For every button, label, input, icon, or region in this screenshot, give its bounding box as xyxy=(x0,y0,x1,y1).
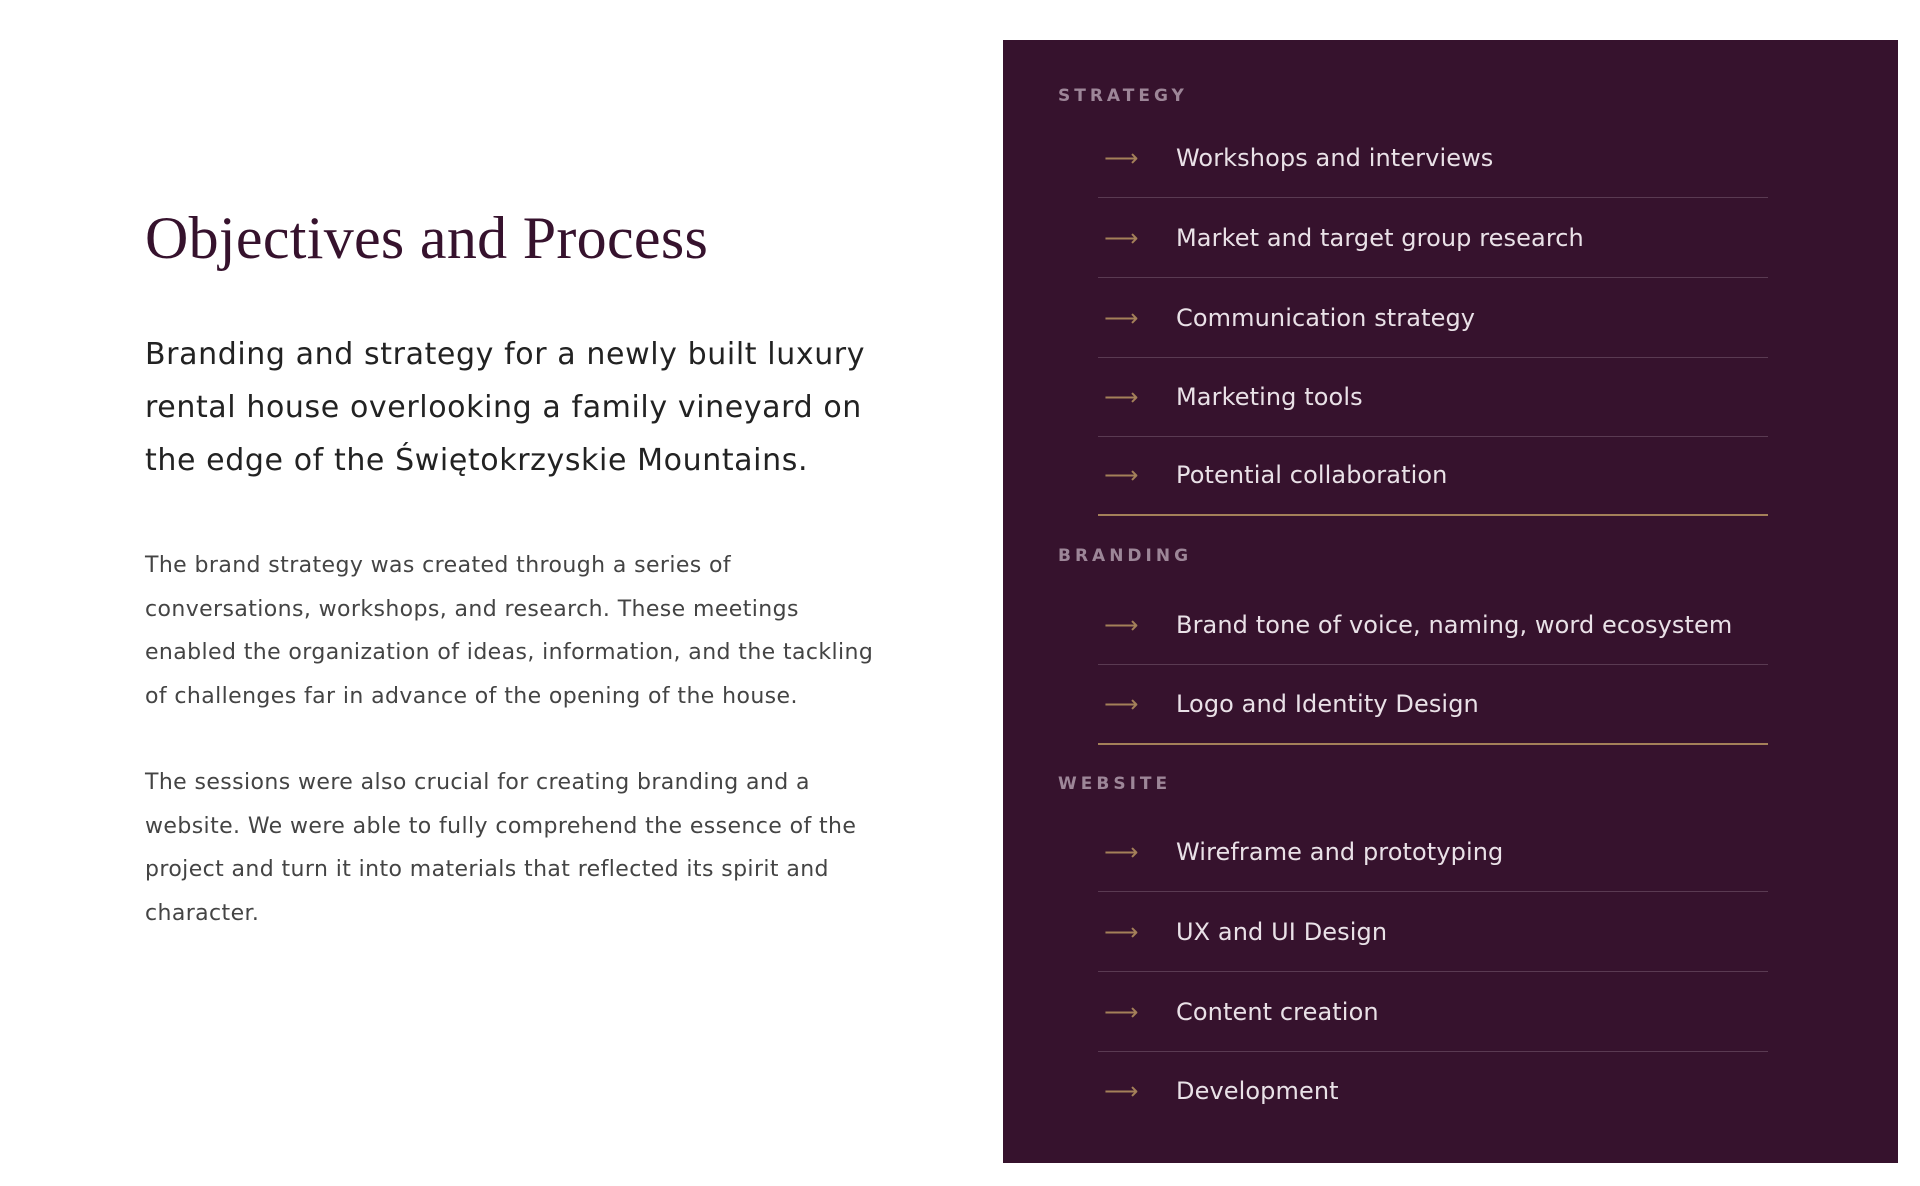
list-item xyxy=(1098,1051,1768,1131)
list-item xyxy=(1098,198,1768,278)
services-panel xyxy=(1003,40,1898,1163)
list-item-label: Marketing tools xyxy=(1176,382,1363,411)
list-item xyxy=(1098,892,1768,972)
arrow-right-icon: ⟶ xyxy=(1104,690,1139,718)
list-item-label: Development xyxy=(1176,1077,1339,1105)
arrow-right-icon: ⟶ xyxy=(1104,1077,1139,1105)
list-item xyxy=(1098,665,1768,745)
arrow-right-icon: ⟶ xyxy=(1104,303,1139,332)
list-item xyxy=(1098,436,1768,516)
arrow-right-icon: ⟶ xyxy=(1104,917,1139,946)
page-title: Objectives and Process xyxy=(145,205,709,271)
list-item-label: Communication strategy xyxy=(1176,303,1476,332)
list-item xyxy=(1098,278,1768,358)
section-label-strategy: STRATEGY xyxy=(1058,86,1188,106)
list-item xyxy=(1098,118,1768,198)
list-item-label: Market and target group research xyxy=(1176,223,1584,252)
body-paragraph-2: The sessions were also crucial for creating branding and a website. We were able to fully comprehend the essence of the project and turn it into materials that reflected its spirit and character. xyxy=(145,770,857,926)
list-item-label: Content creation xyxy=(1176,997,1379,1026)
arrow-right-icon: ⟶ xyxy=(1104,223,1139,252)
arrow-right-icon: ⟶ xyxy=(1104,382,1139,411)
intro-column xyxy=(145,200,890,935)
list-item xyxy=(1098,972,1768,1052)
arrow-right-icon: ⟶ xyxy=(1104,837,1139,866)
list-item-label: Brand tone of voice, naming, word ecosystem xyxy=(1176,610,1733,639)
list-item-label: Workshops and interviews xyxy=(1176,143,1494,172)
arrow-right-icon: ⟶ xyxy=(1104,997,1139,1026)
list-item-label: Wireframe and prototyping xyxy=(1176,837,1504,866)
list-item xyxy=(1098,585,1768,665)
list-item xyxy=(1098,812,1768,892)
list-item-label: Potential collaboration xyxy=(1176,461,1448,489)
lead-paragraph: Branding and strategy for a newly built luxury rental house overlooking a family vineyard on the edge of the Świętokrzyskie Mountains. xyxy=(145,337,866,478)
arrow-right-icon: ⟶ xyxy=(1104,610,1139,639)
body-paragraph-1: The brand strategy was created through a series of conversations, workshops, and research. These meetings enabled the organization of ideas, information, and the tackling of challenges far in advance of the opening of the house. xyxy=(145,553,874,709)
arrow-right-icon: ⟶ xyxy=(1104,143,1139,172)
section-label-branding: BRANDING xyxy=(1058,546,1193,566)
section-label-website: WEBSITE xyxy=(1058,774,1172,794)
list-item-label: Logo and Identity Design xyxy=(1176,690,1479,718)
list-item-label: UX and UI Design xyxy=(1176,917,1388,946)
arrow-right-icon: ⟶ xyxy=(1104,461,1139,489)
list-item xyxy=(1098,357,1768,437)
